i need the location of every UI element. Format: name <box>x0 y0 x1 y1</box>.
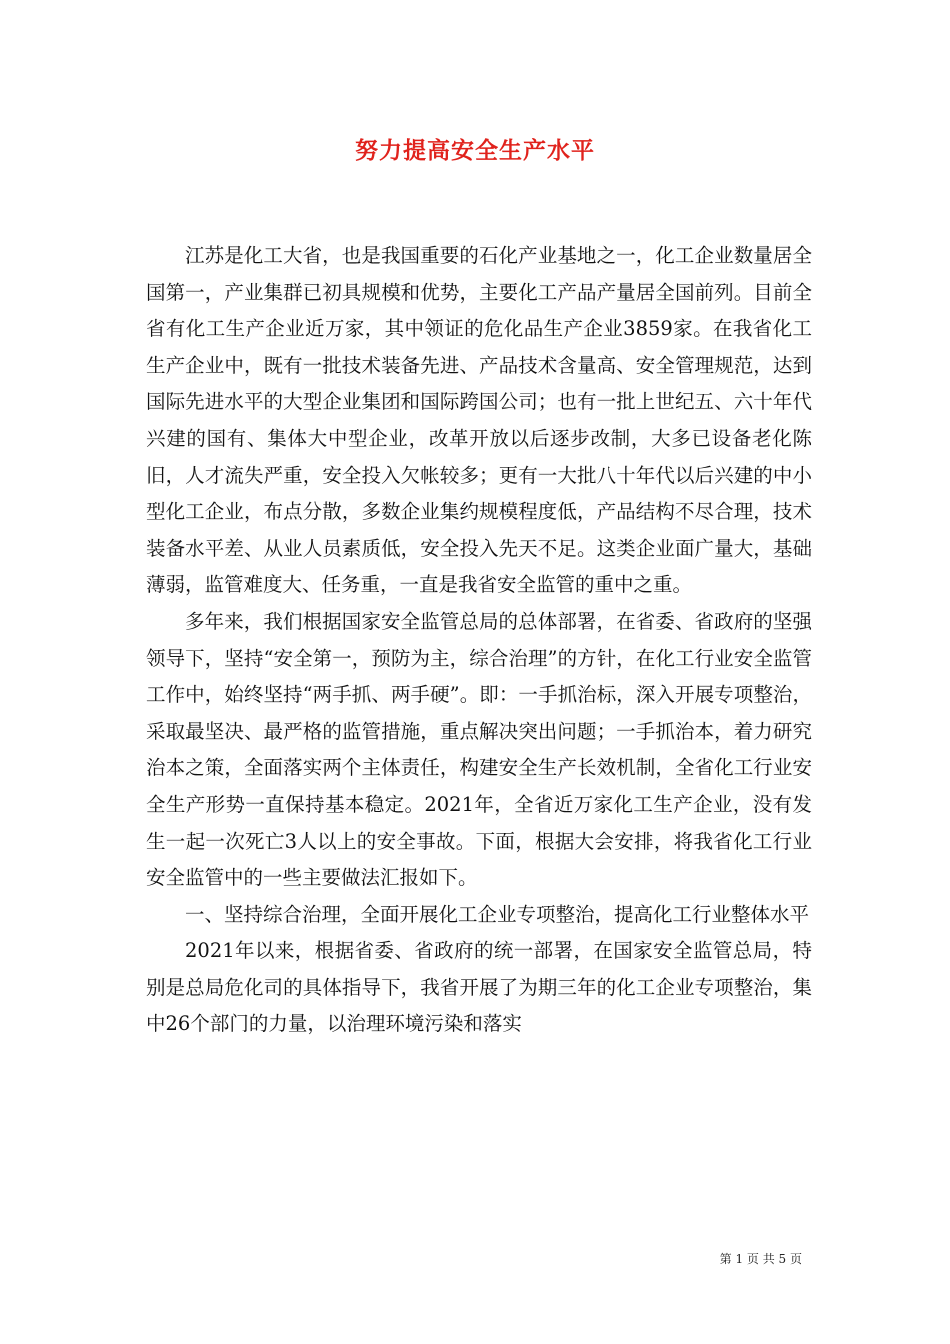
paragraph-1: 江苏是化工大省，也是我国重要的石化产业基地之一，化工企业数量居全国第一，产业集群已初具规模和优势，主要化工产品产量居全国前列。目前全省有化工生产企业近万家，其中领证的危化品生产企业3859家。在我省化工生产企业中，既有一批技术装备先进、产品技术含量高、安全管理规范，达到国际先进水平的大型企业集团和国际跨国公司；也有一批上世纪五、六十年代兴建的国有、集体大中型企业，改革开放以后逐步改制，大多已设备老化陈旧，人才流失严重，安全投入欠帐较多；更有一大批八十年代以后兴建的中小型化工企业，布点分散，多数企业集约规模程度低，产品结构不尽合理，技术装备水平差、从业人员素质低，安全投入先天不足。这类企业面广量大，基础薄弱，监管难度大、任务重，一直是我省安全监管的重中之重。 <box>146 244 812 597</box>
page-number-footer: 第 1 页 共 5 页 <box>719 1252 802 1266</box>
section-heading-1: 一、坚持综合治理，全面开展化工企业专项整治，提高化工行业整体水平 <box>185 902 810 926</box>
document-title: 努力提高安全生产水平 <box>355 137 595 164</box>
paragraph-2: 多年来，我们根据国家安全监管总局的总体部署，在省委、省政府的坚强领导下，坚持“安全第一，预防为主，综合治理”的方针，在化工行业安全监管工作中，始终坚持“两手抓、两手硬”。即：一手抓治标，深入开展专项整治，采取最坚决、最严格的监管措施，重点解决突出问题；一手抓治本，着力研究治本之策，全面落实两个主体责任，构建安全生产长效机制，全省化工行业安全生产形势一直保持基本稳定。2021年，全省近万家化工生产企业，没有发生一起一次死亡3人以上的安全事故。下面，根据大会安排，将我省化工行业安全监管中的一些主要做法汇报如下。 <box>146 609 812 890</box>
paragraph-3: 2021年以来，根据省委、省政府的统一部署，在国家安全监管总局，特别是总局危化司的具体指导下，我省开展了为期三年的化工企业专项整治，集中26个部门的力量，以治理环境污染和落实 <box>146 939 812 1036</box>
document-body <box>146 238 812 1043</box>
